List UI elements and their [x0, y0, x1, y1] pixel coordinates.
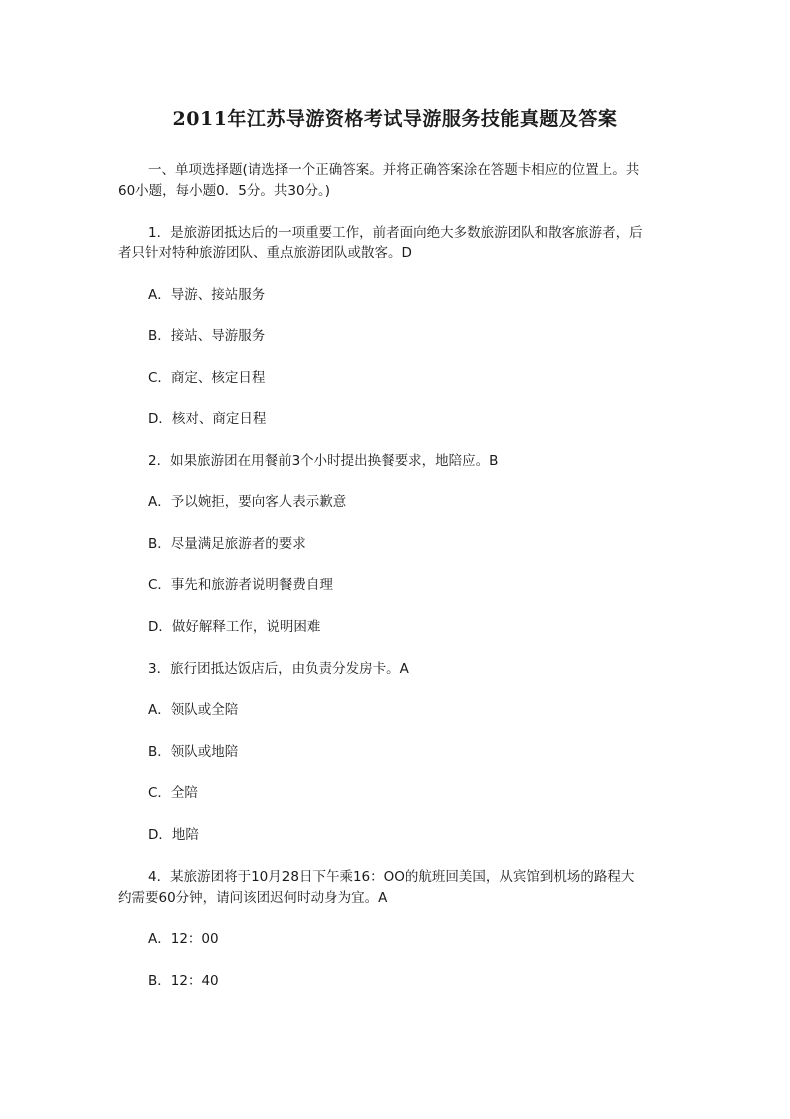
question-3-option-d: D．地陪: [148, 827, 199, 843]
question-4-line-2: 约需要60分钟，请问该团迟何时动身为宜。A: [118, 890, 388, 906]
question-1-option-b: B．接站、导游服务: [148, 328, 266, 344]
question-2-option-b: B．尽量满足旅游者的要求: [148, 536, 306, 552]
question-3-option-b: B．领队或地陪: [148, 744, 239, 760]
question-4-line-1: 4．某旅游团将于10月28日下午乘16：OO的航班回美国，从宾馆到机场的路程大: [148, 869, 635, 885]
question-1-option-c: C．商定、核定日程: [148, 370, 266, 386]
question-4-option-a: A．12：00: [148, 931, 219, 947]
question-1-line-1: 1．是旅游团抵达后的一项重要工作，前者面向绝大多数旅游团队和散客旅游者，后: [148, 225, 643, 241]
question-1-option-a: A．导游、接站服务: [148, 287, 266, 303]
intro-line-1: 一、单项选择题(请选择一个正确答案。并将正确答案涂在答题卡相应的位置上。共: [148, 162, 640, 178]
question-2-line-1: 2．如果旅游团在用餐前3个小时提出换餐要求，地陪应。B: [148, 453, 499, 469]
question-1-option-d: D．核对、商定日程: [148, 411, 267, 427]
question-3-line-1: 3．旅行团抵达饭店后，由负责分发房卡。A: [148, 661, 409, 677]
question-2-option-c: C．事先和旅游者说明餐费自理: [148, 577, 333, 593]
page-title: 2011年江苏导游资格考试导游服务技能真题及答案: [172, 108, 618, 130]
question-4-option-b: B．12：40: [148, 973, 219, 989]
question-3-option-c: C．全陪: [148, 785, 198, 801]
question-2-option-d: D．做好解释工作，说明困难: [148, 619, 321, 635]
question-2-option-a: A．予以婉拒，要向客人表示歉意: [148, 494, 347, 510]
intro-line-2: 60小题，每小题0．5分。共30分。): [118, 183, 331, 199]
question-1-line-2: 者只针对特种旅游团队、重点旅游团队或散客。D: [118, 245, 412, 261]
question-3-option-a: A．领队或全陪: [148, 702, 239, 718]
